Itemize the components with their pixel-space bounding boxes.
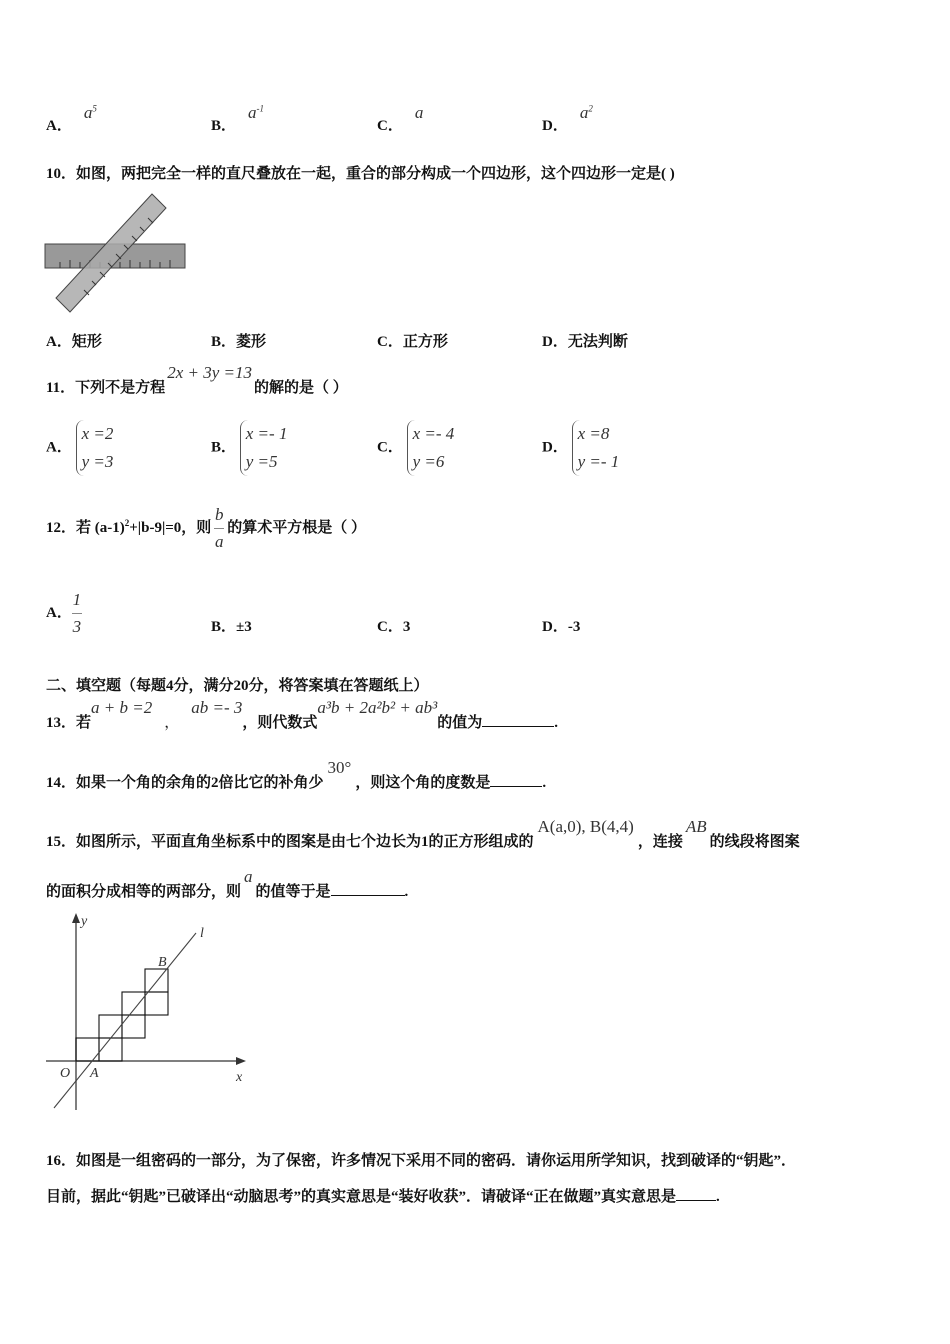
x-value: x =- 1: [245, 424, 288, 443]
q14-stem: [46, 758, 547, 792]
line-l-label: l: [200, 926, 204, 941]
x-value: x =8: [577, 424, 610, 443]
option-text: 正方形: [402, 334, 448, 350]
q9-option-d: [542, 103, 593, 135]
q12-option-c: [377, 615, 410, 636]
answer-blank[interactable]: [331, 881, 405, 896]
stem-text: 15．如图所示，平面直角坐标系中的图案是由七个边长为1的正方形组成的: [46, 834, 534, 850]
fraction: [214, 505, 224, 552]
period: .: [554, 715, 558, 731]
variable: a: [244, 867, 253, 886]
angle-value: 30°: [327, 758, 352, 777]
q11-option-a: [46, 420, 113, 476]
q11-option-d: [542, 420, 619, 476]
answer-blank[interactable]: [490, 772, 542, 787]
option-label: B．: [211, 439, 237, 456]
denominator: a: [215, 532, 224, 551]
point-b-label: B: [158, 955, 167, 970]
q16-stem-line2: [46, 1185, 720, 1206]
stem-text: 的面积分成相等的两部分，则: [46, 884, 242, 900]
option-label: D．: [542, 118, 568, 134]
option-label: C．: [377, 439, 403, 456]
option-label: A．: [46, 334, 72, 350]
point-a-label: A: [90, 1066, 99, 1081]
q15-stem: [46, 817, 800, 851]
squares: [76, 969, 168, 1061]
option-text: 矩形: [71, 334, 102, 350]
denominator: 3: [72, 617, 82, 636]
option-label: D．: [542, 334, 568, 350]
exponent: 2: [588, 103, 593, 114]
option-text: -3: [567, 619, 581, 635]
numerator: b: [215, 505, 224, 524]
coordinate-figure: [40, 905, 270, 1115]
option-label: D．: [542, 619, 568, 635]
y-value: y =6: [412, 452, 445, 471]
stem-text: 的值为: [437, 715, 483, 731]
y-value: y =- 1: [577, 452, 620, 471]
x-axis-arrow-icon: [236, 1057, 246, 1065]
period: .: [542, 775, 547, 791]
q9-option-a: [46, 103, 97, 135]
exponent: 2: [124, 517, 130, 528]
stem-text: 的线段将图案: [709, 834, 800, 850]
q12-option-d: [542, 615, 580, 636]
stem-text: ，则代数式: [242, 715, 318, 731]
stem-text: ，连接: [637, 834, 683, 850]
base: a: [579, 103, 589, 122]
option-label: B．: [211, 619, 237, 635]
exponent: -1: [256, 103, 265, 114]
fraction: [72, 590, 82, 637]
option-label: A．: [46, 118, 72, 134]
stem-text: +|b-9|=0，则: [129, 519, 212, 536]
q13-stem: [46, 698, 558, 732]
x-value: x =- 4: [412, 424, 455, 443]
option-text: 菱形: [236, 334, 267, 350]
origin-label: O: [60, 1066, 71, 1081]
rulers-figure: [40, 188, 200, 320]
segment-name: AB: [685, 817, 707, 836]
q10-option-c: [377, 330, 448, 351]
expression: a³b + 2a²b² + ab³: [317, 698, 438, 717]
stem-text: 目前，据此“钥匙”已破译出“动脑思考”的真实意思是“装好收获”．请破译“正在做题”真实意思是: [46, 1189, 677, 1205]
section-heading: 二、填空题（每题4分，满分20分，将答案填在答题纸上）: [46, 678, 429, 694]
answer-blank[interactable]: [482, 712, 554, 727]
stem-text: 的解的是（ ）: [253, 380, 348, 396]
base: a: [248, 103, 257, 122]
stem-text: 13．若: [46, 715, 92, 731]
period: .: [716, 1189, 720, 1205]
stem-text: 11．下列不是方程: [46, 380, 166, 396]
option-label: C．: [377, 118, 403, 134]
numerator: 1: [72, 590, 82, 609]
points: A(a,0), B(4,4): [537, 817, 634, 836]
option-text: 无法判断: [567, 334, 628, 350]
q10-stem: 10．如图，两把完全一样的直尺叠放在一起，重合的部分构成一个四边形，这个四边形一定是( ): [46, 166, 675, 182]
y-value: y =3: [81, 452, 114, 471]
q15-stem-line2: [46, 867, 409, 901]
stem-text: 12．若 (a-1): [46, 519, 125, 536]
y-value: y =5: [245, 452, 278, 471]
option-math: [580, 103, 593, 122]
stem-text: ，则这个角的度数是: [355, 775, 491, 791]
option-label: C．: [377, 334, 403, 350]
equation: ab =- 3: [191, 698, 243, 717]
q9-option-b: [211, 103, 265, 135]
answer-blank[interactable]: [676, 1186, 716, 1201]
equation-system: [407, 420, 455, 476]
base: a: [83, 103, 93, 122]
stem-text: 的算术平方根是（ ）: [227, 519, 367, 536]
q12-option-a: [46, 590, 82, 637]
q11-stem: [46, 363, 348, 397]
q16-stem-line1: 16．如图是一组密码的一部分，为了保密，许多情况下采用不同的密码．请你运用所学知识，找到破译的“钥匙”．: [46, 1153, 797, 1169]
separator: ，: [164, 715, 180, 731]
option-math: [84, 103, 97, 122]
y-axis-arrow-icon: [72, 913, 80, 923]
option-text: 3: [402, 619, 411, 635]
stem-text: 的值等于是: [255, 884, 331, 900]
x-value: x =2: [81, 424, 114, 443]
equation: a + b =2: [91, 698, 153, 717]
option-text: ±3: [236, 619, 252, 635]
option-label: B．: [211, 118, 237, 134]
y-label: y: [81, 914, 88, 929]
option-label: A．: [46, 439, 72, 456]
q10-option-a: [46, 330, 102, 351]
option-label: B．: [211, 334, 237, 350]
equation-system: [572, 420, 620, 476]
equation: 2x + 3y =13: [167, 363, 252, 382]
stem-text: 14．如果一个角的余角的2倍比它的补角少: [46, 775, 324, 791]
equation-system: [240, 420, 288, 476]
option-label: C．: [377, 619, 403, 635]
x-label: x: [236, 1070, 243, 1085]
q11-option-b: [211, 420, 287, 476]
exponent: 5: [92, 103, 97, 114]
option-label: D．: [542, 439, 568, 456]
base: a: [414, 103, 424, 122]
q12-stem: [46, 505, 366, 552]
q12-option-b: [211, 615, 252, 636]
equation-system: [76, 420, 114, 476]
option-label: A．: [46, 604, 72, 621]
q9-option-c: [377, 103, 424, 135]
option-math: [248, 103, 264, 122]
q10-option-d: [542, 330, 628, 351]
option-math: [415, 103, 424, 122]
period: .: [404, 884, 409, 900]
q11-option-c: [377, 420, 454, 476]
q10-option-b: [211, 330, 266, 351]
